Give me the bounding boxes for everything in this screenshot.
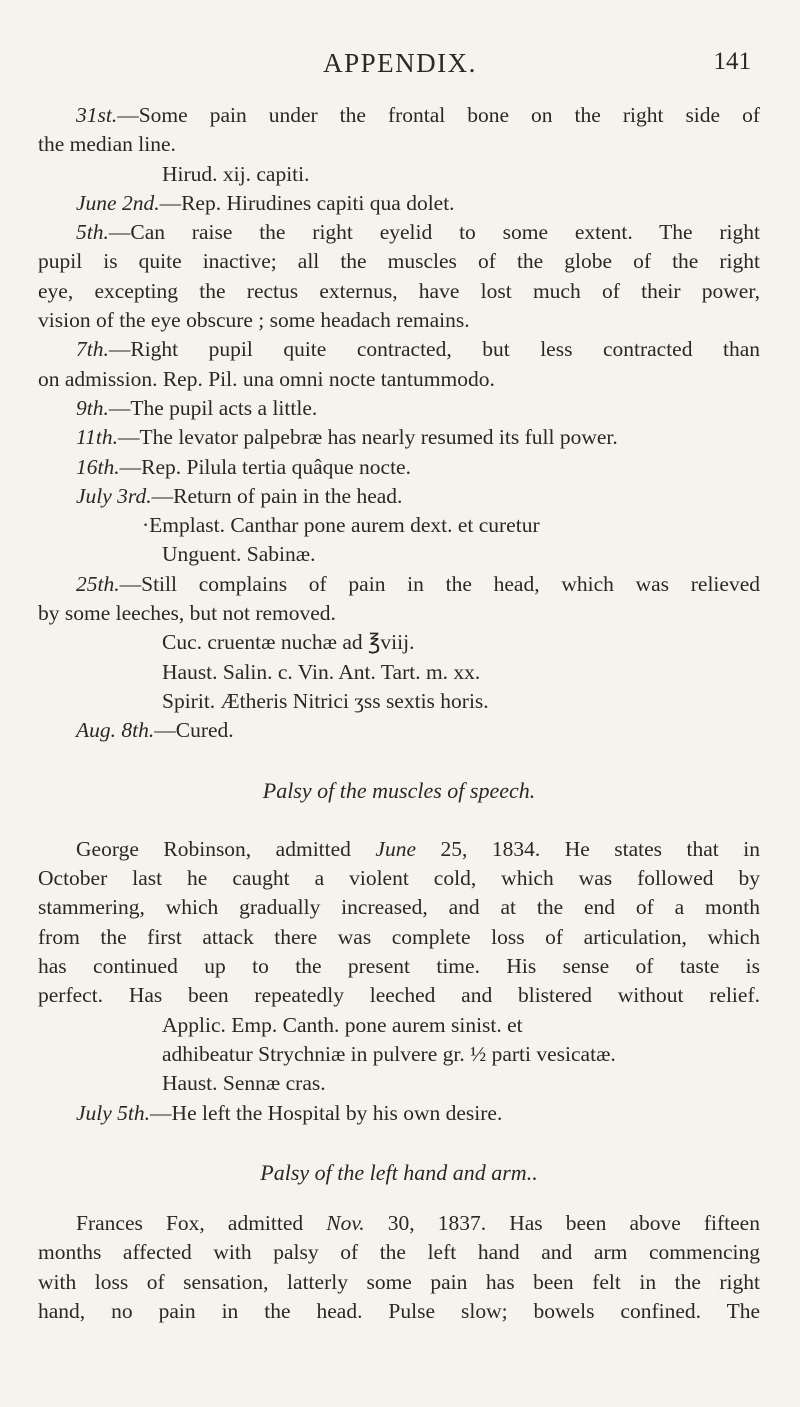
text-line: Frances Fox, admitted Nov. 30, 1837. Has been above fifteen bbox=[76, 1211, 760, 1236]
section-heading: Palsy of the left hand and arm.. bbox=[260, 1159, 538, 1185]
text-line: pupil is quite inactive; all the muscles of the globe of the right bbox=[38, 249, 760, 274]
text-line: from the first attack there was complete loss of articulation, which bbox=[38, 924, 760, 949]
text-line: June 2nd.—Rep. Hirudines capiti qua dolet. bbox=[76, 190, 455, 215]
text-line: with loss of sensation, latterly some pain has been felt in the right bbox=[38, 1269, 760, 1294]
text-line: July 5th.—He left the Hospital by his own desire. bbox=[76, 1100, 503, 1125]
page-body bbox=[38, 101, 760, 1326]
case-notes bbox=[38, 101, 760, 746]
text-line: perfect. Has been repeatedly leeched and blistered without relief. bbox=[38, 983, 760, 1008]
prescription-line: Cuc. cruentæ nuchæ ad ℥viij. bbox=[162, 630, 415, 655]
prescription-line: Haust. Salin. c. Vin. Ant. Tart. m. xx. bbox=[162, 659, 481, 684]
text-line: 11th.—The levator palpebræ has nearly resumed its full power. bbox=[76, 425, 618, 450]
case-report-fox bbox=[38, 1209, 760, 1326]
text-line: 9th.—The pupil acts a little. bbox=[76, 395, 318, 420]
text-line: vision of the eye obscure ; some headach remains. bbox=[38, 308, 470, 333]
page-header bbox=[0, 48, 800, 88]
text-line: October last he caught a violent cold, which was followed by bbox=[38, 866, 760, 891]
case-report-robinson bbox=[38, 835, 760, 1128]
prescription-line: ·Emplast. Canthar pone aurem dext. et curetur bbox=[142, 513, 540, 538]
running-head: APPENDIX. bbox=[323, 48, 477, 78]
prescription-line: Unguent. Sabinæ. bbox=[162, 542, 316, 567]
text-line: the median line. bbox=[38, 132, 176, 157]
text-line: eye, excepting the rectus externus, have lost much of their power, bbox=[38, 278, 760, 303]
text-line: 25th.—Still complains of pain in the head, which was relieved bbox=[76, 571, 760, 596]
text-line: 31st.—Some pain under the frontal bone on the right side of bbox=[76, 103, 760, 127]
prescription-line: Hirud. xij. capiti. bbox=[162, 161, 310, 186]
text-line: by some leeches, but not removed. bbox=[38, 601, 336, 626]
text-line: Aug. 8th.—Cured. bbox=[76, 718, 234, 743]
text-line: hand, no pain in the head. Pulse slow; bowels confined. The bbox=[38, 1298, 760, 1323]
text-line: 16th.—Rep. Pilula tertia quâque nocte. bbox=[76, 454, 411, 479]
text-line: July 3rd.—Return of pain in the head. bbox=[76, 483, 403, 508]
prescription-line: Haust. Sennæ cras. bbox=[162, 1071, 326, 1096]
text-line: stammering, which gradually increased, and at the end of a month bbox=[38, 895, 760, 920]
text-line: 5th.—Can raise the right eyelid to some extent. The right bbox=[76, 220, 760, 245]
text-line: months affected with palsy of the left hand and arm commencing bbox=[38, 1240, 760, 1265]
text-line: has continued up to the present time. His sense of taste is bbox=[38, 954, 760, 979]
prescription-line: Spirit. Ætheris Nitrici ʒss sextis horis. bbox=[162, 688, 489, 713]
page-number: 141 bbox=[713, 48, 751, 75]
text-line: 7th.—Right pupil quite contracted, but less contracted than bbox=[76, 337, 760, 362]
text-line: George Robinson, admitted June 25, 1834. He states that in bbox=[76, 836, 760, 861]
text-line: on admission. Rep. Pil. una omni nocte tantummodo. bbox=[38, 366, 495, 391]
prescription-line: Applic. Emp. Canth. pone aurem sinist. et bbox=[162, 1012, 523, 1037]
prescription-line: adhibeatur Strychniæ in pulvere gr. ½ parti vesicatæ. bbox=[162, 1041, 616, 1066]
section-heading: Palsy of the muscles of speech. bbox=[262, 777, 536, 803]
